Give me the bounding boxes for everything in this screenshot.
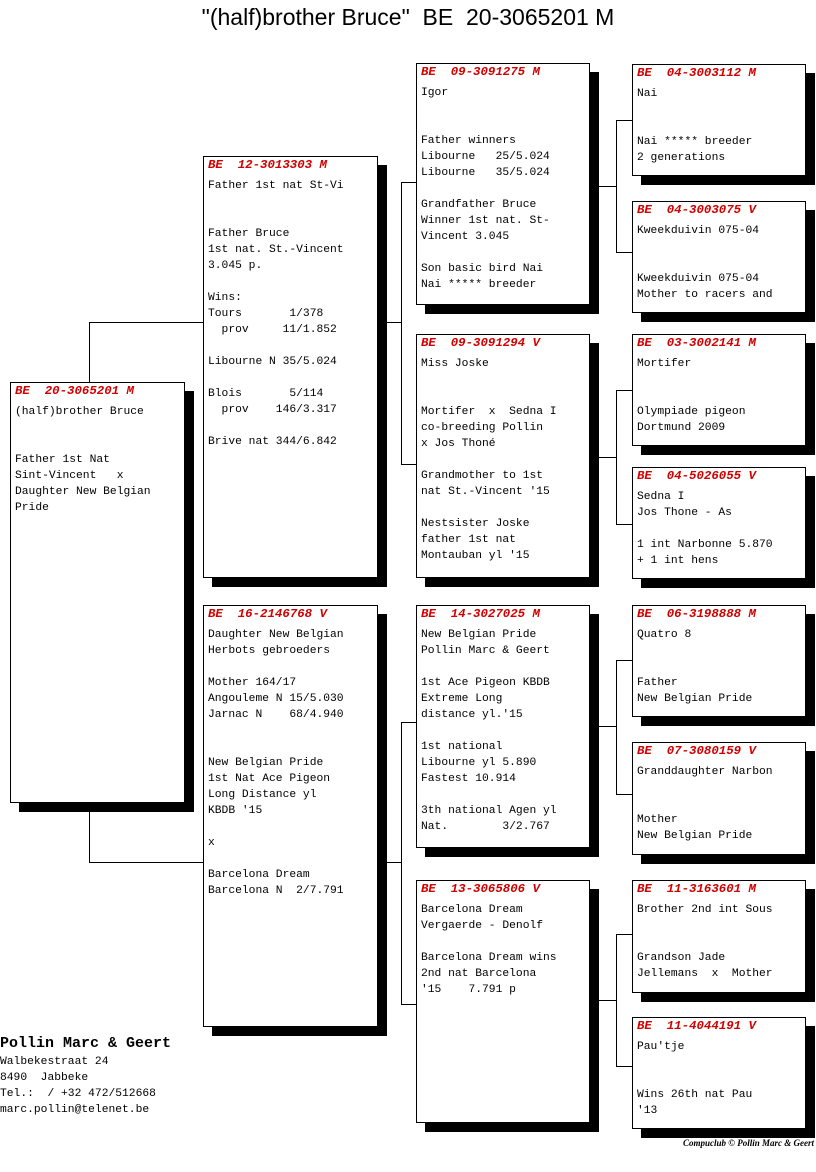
connector-line [384,862,401,863]
pedigree-title: "(half)brother Bruce" BE 20-3065201 M [201,4,615,30]
ring-number: BE 09-3091275 M [421,65,540,79]
ring-number: BE 04-3003112 M [637,66,756,80]
owner-phone: Tel.: / +32 472/512668 [0,1088,156,1100]
great-grandparent-card [632,742,806,855]
pigeon-notes: Miss Joske Mortifer x Sedna I co-breeding Pollin x Jos Thoné Grandmother to 1st nat St.-Vincent '15 Nestsister Joske father 1st nat Montauban yl '15 [421,358,557,562]
connector-line [401,722,416,723]
pigeon-notes: Sedna I Jos Thone - As 1 int Narbonne 5.870 + 1 int hens [637,491,773,567]
ring-number: BE 03-3002141 M [637,336,756,350]
connector-line [89,322,203,323]
pigeon-notes: Kweekduivin 075-04 Kweekduivin 075-04 Mother to racers and [637,225,773,301]
connector-line [401,182,416,183]
ring-number: BE 12-3013303 M [208,158,327,172]
connector-line [616,934,632,935]
ring-number: BE 11-4044191 V [637,1019,756,1033]
connector-line [89,862,203,863]
connector-line [401,1004,416,1005]
paternal-grandmother-card [416,334,590,578]
connector-line [616,660,632,661]
ring-number: BE 07-3080159 V [637,744,756,758]
pigeon-notes: Igor Father winners Libourne 25/5.024 Libourne 35/5.024 Grandfather Bruce Winner 1st nat. St- Vincent 3.045 Son basic bird Nai Nai ***** breeder [421,87,550,291]
owner-email: marc.pollin@telenet.be [0,1104,150,1116]
ring-number: BE 11-3163601 M [637,882,756,896]
pigeon-notes: Quatro 8 Father New Belgian Pride [637,629,753,705]
copyright-notice: Compuclub © Pollin Marc & Geert [683,1138,814,1148]
connector-line [616,252,632,253]
pigeon-notes: New Belgian Pride Pollin Marc & Geert 1st Ace Pigeon KBDB Extreme Long distance yl.'15 1st national Libourne yl 5.890 Fastest 10.914 3th national Agen yl Nat. 3/2.767 [421,629,557,833]
ring-number: BE 20-3065201 M [15,384,134,398]
ring-number: BE 06-3198888 M [637,607,756,621]
owner-city: 8490 Jabbeke [0,1072,89,1084]
connector-line [384,322,401,323]
maternal-grandmother-card [416,880,590,1123]
connector-line [616,934,617,1066]
connector-line [596,726,616,727]
mother-card [203,605,378,1027]
owner-street: Walbekestraat 24 [0,1056,109,1068]
connector-line [616,794,632,795]
great-grandparent-card [632,201,806,313]
connector-line [616,1066,632,1067]
connector-line [616,390,617,524]
connector-line [89,810,90,862]
connector-line [596,186,616,187]
connector-line [596,457,616,458]
ring-number: BE 04-3003075 V [637,203,756,217]
paternal-grandfather-card [416,63,590,305]
pigeon-notes: Granddaughter Narbon Mother New Belgian Pride [637,766,773,842]
connector-line [401,182,402,464]
great-grandparent-card [632,467,806,579]
connector-line [596,1000,616,1001]
ring-number: BE 16-2146768 V [208,607,327,621]
great-grandparent-card [632,64,806,176]
pigeon-notes: (half)brother Bruce Father 1st Nat Sint-Vincent x Daughter New Belgian Pride [15,406,151,514]
pigeon-notes: Barcelona Dream Vergaerde - Denolf Barcelona Dream wins 2nd nat Barcelona '15 7.791 p [421,904,557,996]
ring-number: BE 13-3065806 V [421,882,540,896]
connector-line [616,524,632,525]
great-grandparent-card [632,605,806,717]
pigeon-notes: Daughter New Belgian Herbots gebroeders Mother 164/17 Angouleme N 15/5.030 Jarnac N 68/4.940 New Belgian Pride 1st Nat Ace Pigeon Long Distance yl KBDB '15 x Barcelona Dream Barcelona N 2/7.791 [208,629,344,897]
father-card [203,156,378,578]
owner-info [0,1034,171,1118]
maternal-grandfather-card [416,605,590,848]
ring-number: BE 09-3091294 V [421,336,540,350]
owner-name: Pollin Marc & Geert [0,1035,172,1052]
great-grandparent-card [632,334,806,446]
pigeon-notes: Mortifer Olympiade pigeon Dortmund 2009 [637,358,746,434]
connector-line [616,660,617,794]
connector-line [616,120,617,252]
pigeon-notes: Nai Nai ***** breeder 2 generations [637,88,753,164]
connector-line [616,390,632,391]
connector-line [401,722,402,1004]
connector-line [616,120,632,121]
great-grandparent-card [632,880,806,993]
pigeon-notes: Brother 2nd int Sous Grandson Jade Jellemans x Mother [637,904,773,980]
pigeon-notes: Pau'tje Wins 26th nat Pau '13 [637,1041,753,1117]
ring-number: BE 04-5026055 V [637,469,756,483]
connector-line [401,464,416,465]
great-grandparent-card [632,1017,806,1129]
connector-line [89,322,90,382]
ring-number: BE 14-3027025 M [421,607,540,621]
subject-card [10,382,185,803]
pigeon-notes: Father 1st nat St-Vi Father Bruce 1st nat. St.-Vincent 3.045 p. Wins: Tours 1/378 prov 11/1.852 Libourne N 35/5.024 Blois 5/114 prov 146/3.317 Brive nat 344/6.842 [208,180,344,448]
